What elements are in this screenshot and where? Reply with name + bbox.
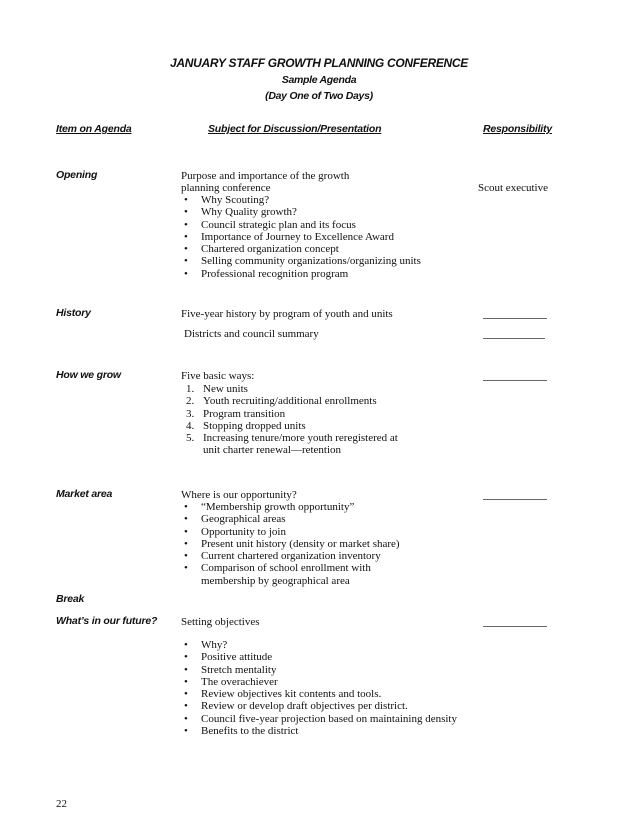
subject-text: Districts and council summary xyxy=(184,328,319,340)
list-item: • Opportunity to join xyxy=(184,525,286,538)
list-item: 3. Program transition xyxy=(186,407,286,420)
list-item: • Benefits to the district xyxy=(184,725,299,738)
responsibility-text: Scout executive xyxy=(478,182,548,194)
subject-text: Setting objectives xyxy=(181,616,260,628)
bullet-icon: • xyxy=(184,513,188,526)
bullet-icon: • xyxy=(184,688,188,701)
bullet-icon: • xyxy=(184,537,188,550)
page-subtitle: Sample Agenda xyxy=(281,74,357,86)
list-item: • Present unit history (density or market share) xyxy=(184,537,400,550)
day-label: (Day One of Two Days) xyxy=(265,90,373,102)
bullet-icon: • xyxy=(184,651,188,664)
list-item: • Why Quality growth? xyxy=(184,206,297,219)
bullet-icon: • xyxy=(184,243,188,256)
future-bullet-list xyxy=(181,639,457,737)
responsibility-blank-line xyxy=(483,318,547,319)
responsibility-blank-line xyxy=(483,499,547,500)
list-item: • The overachiever xyxy=(184,675,278,688)
subject-text: Purpose and importance of the growth xyxy=(181,170,350,182)
list-item: 5. Increasing tenure/more youth reregistered at xyxy=(186,432,398,445)
list-item: • Why? xyxy=(184,639,228,651)
list-item: • Council five-year projection based on maintaining density xyxy=(184,712,457,725)
list-item: • Review or develop draft objectives per district. xyxy=(184,700,408,713)
bullet-icon: • xyxy=(184,712,188,725)
bullet-icon: • xyxy=(184,700,188,713)
bullet-icon: • xyxy=(184,663,188,676)
bullet-icon: • xyxy=(184,267,188,280)
column-header-item: Item on Agenda xyxy=(56,123,132,135)
subject-text: planning conference xyxy=(181,182,271,194)
agenda-item-label: Market area xyxy=(56,488,113,500)
agenda-item-label: Opening xyxy=(56,169,98,181)
agenda-item-label: How we grow xyxy=(56,369,121,381)
list-item: • Positive attitude xyxy=(184,651,273,664)
list-number: 4. xyxy=(186,419,195,432)
bullet-icon: • xyxy=(184,562,188,575)
list-item: 1. New units xyxy=(186,383,248,395)
bullet-icon: • xyxy=(184,206,188,219)
list-number: 1. xyxy=(186,383,195,395)
list-item: • Review objectives kit contents and tools. xyxy=(184,688,382,701)
list-item: • Geographical areas xyxy=(184,513,286,526)
list-item: • Professional recognition program xyxy=(184,267,349,280)
list-item: • Importance of Journey to Excellence Award xyxy=(184,230,394,243)
agenda-item-label: What’s in our future? xyxy=(56,615,158,627)
agenda-item-label: History xyxy=(56,307,91,319)
list-item-continuation: membership by geographical area xyxy=(201,574,350,587)
bullet-icon: • xyxy=(184,639,188,651)
list-item: • Why Scouting? xyxy=(184,194,270,206)
bullet-icon: • xyxy=(184,725,188,738)
list-number: 3. xyxy=(186,407,195,420)
bullet-icon: • xyxy=(184,218,188,231)
page-title: JANUARY STAFF GROWTH PLANNING CONFERENCE xyxy=(169,56,468,70)
grow-numbered-list xyxy=(183,383,398,457)
bullet-icon: • xyxy=(184,525,188,538)
subject-text: Five-year history by program of youth and units xyxy=(181,308,393,320)
subject-text: Five basic ways: xyxy=(181,370,255,382)
list-item: • Current chartered organization inventory xyxy=(184,550,381,563)
subject-text: Where is our opportunity? xyxy=(181,489,297,501)
market-bullet-list xyxy=(181,501,400,587)
opening-bullet-list xyxy=(181,194,421,280)
bullet-icon: • xyxy=(184,550,188,563)
column-header-subject: Subject for Discussion/Presentation xyxy=(208,123,382,135)
bullet-icon: • xyxy=(184,501,188,513)
list-item-continuation: unit charter renewal—retention xyxy=(203,444,342,457)
bullet-icon: • xyxy=(184,675,188,688)
bullet-icon: • xyxy=(184,194,188,206)
column-header-responsibility: Responsibility xyxy=(483,123,552,135)
list-item: • Comparison of school enrollment with xyxy=(184,562,371,575)
list-item: 4. Stopping dropped units xyxy=(186,419,306,432)
list-item: • Stretch mentality xyxy=(184,663,277,676)
list-item: • Selling community organizations/organizing units xyxy=(184,255,421,268)
agenda-item-label: Break xyxy=(56,593,85,605)
responsibility-blank-line xyxy=(483,338,545,339)
page-number: 22 xyxy=(56,798,67,810)
list-item: 2. Youth recruiting/additional enrollments xyxy=(186,395,377,408)
responsibility-blank-line xyxy=(483,380,547,381)
list-number: 2. xyxy=(186,395,195,408)
list-item: • Chartered organization concept xyxy=(184,243,339,256)
bullet-icon: • xyxy=(184,230,188,243)
list-item: • “Membership growth opportunity” xyxy=(184,501,355,513)
bullet-icon: • xyxy=(184,255,188,268)
list-number: 5. xyxy=(186,432,195,445)
responsibility-blank-line xyxy=(483,626,547,627)
list-item: • Council strategic plan and its focus xyxy=(184,218,356,231)
